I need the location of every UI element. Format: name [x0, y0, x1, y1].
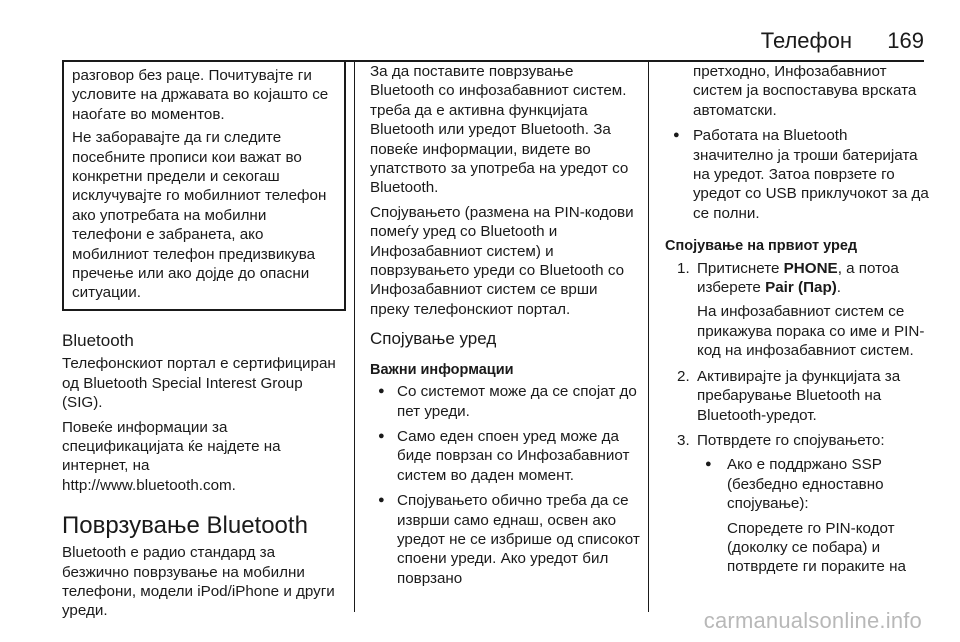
step-number: 3.	[677, 431, 690, 449]
warning-text: разговор без раце. Почитувајте ги условите на државата во којашто се наоѓате во моментов.	[72, 67, 329, 123]
list-item: ● Работата на Bluetooth значително ја троши батеријата на уредот. Затоа поврзете го уредот со USB приклучокот за да се полни.	[665, 126, 930, 223]
list-item: ● Ако е поддржано SSP (безбедно едноставно спојување): Споредете го PIN-кодот (доколку се побара) и потврдете ги пораките на	[697, 455, 930, 576]
step-item	[677, 431, 930, 577]
column-divider	[648, 62, 649, 612]
paragraph: Спојувањето (размена на PIN-кодови помеѓу уред со Bluetooth и Инфозабавниот систем) и поврзувањето уреди со Bluetooth со Инфозабавниот систем се врши преку телефонскиот портал.	[370, 203, 634, 318]
step-text: Потврдете го спојувањето:	[697, 431, 885, 449]
column-2	[370, 62, 640, 594]
paragraph: За да поставите поврзување Bluetooth со инфозабавниот систем. треба да е активна функцијата Bluetooth или уредот Bluetooth. За повеќе информации, видете во упатството за употреба на уредот со Bluetooth.	[370, 63, 629, 197]
section-heading-connecting: Поврзување Bluetooth	[62, 512, 308, 540]
column-3	[665, 62, 930, 583]
step-number: 2.	[677, 367, 690, 385]
step-item	[677, 259, 930, 361]
paragraph: Bluetooth е радио стандард за безжично поврзување на мобилни телефони, модели iPod/iPhone и други уреди.	[62, 544, 335, 620]
continued-text: претходно, Инфозабавниот систем ја воспоставува врската автоматски.	[693, 63, 917, 119]
watermark: carmanualsonline.info	[703, 608, 922, 633]
step-item	[677, 367, 930, 425]
warning-text: Не заборавајте да ги следите посебните прописи кои важат во конкретни предели и секогаш исклучувајте го мобилниот телефон ако употребата на мобилни телефони е забранета, ако мобилниот телефон предизвикува пречење или ако дојде до опасни ситуации.	[72, 129, 327, 302]
bullet-list	[370, 382, 640, 588]
page-title: Телефон	[760, 28, 852, 53]
section-heading-bluetooth: Bluetooth	[62, 330, 134, 350]
step-text: Притиснете PHONE, а потоа изберете Pair (Пар).	[697, 259, 899, 297]
subheading-important: Важни информации	[370, 361, 514, 378]
column-1	[62, 62, 346, 626]
paragraph: Повеќе информации за спецификацијата ќе најдете на интернет, на http://www.bluetooth.com.	[62, 418, 281, 494]
column-divider	[354, 62, 355, 612]
list-item: ● Само еден споен уред може да биде поврзан со Инфозабавниот систем во даден момент.	[370, 427, 640, 485]
list-item: ● Со системот може да се спојат до пет уреди.	[370, 382, 640, 421]
section-heading-pairing: Спојување уред	[370, 329, 497, 349]
step-number: 1.	[677, 259, 690, 277]
page-number: 169	[887, 28, 924, 53]
warning-box	[62, 62, 346, 311]
steps-list	[665, 259, 930, 577]
pair-option-label: Pair (Пар)	[765, 279, 837, 297]
step-text: На инфозабавниот систем се прикажува порака со име и PIN-код на инфозабавниот систем.	[697, 303, 925, 360]
page-header	[0, 22, 960, 62]
bullet-list	[665, 126, 930, 223]
bullet-list	[697, 455, 930, 576]
paragraph: Телефонскиот портал е сертифициран од Bluetooth Special Interest Group (SIG).	[62, 355, 336, 412]
subheading-first-pairing: Спојување на првиот уред	[665, 238, 858, 255]
step-text: Активирајте ја функцијата за пребарување Bluetooth на Bluetooth-уредот.	[697, 367, 901, 424]
bluetooth-url-link[interactable]: http://www.bluetooth.com.	[62, 476, 236, 494]
list-item: ● Спојувањето обично треба да се изврши само еднаш, освен ако уредот не се избрише од списокот споени уреди. Ако уредот бил поврзано	[370, 491, 640, 588]
phone-key-label: PHONE	[783, 259, 838, 277]
